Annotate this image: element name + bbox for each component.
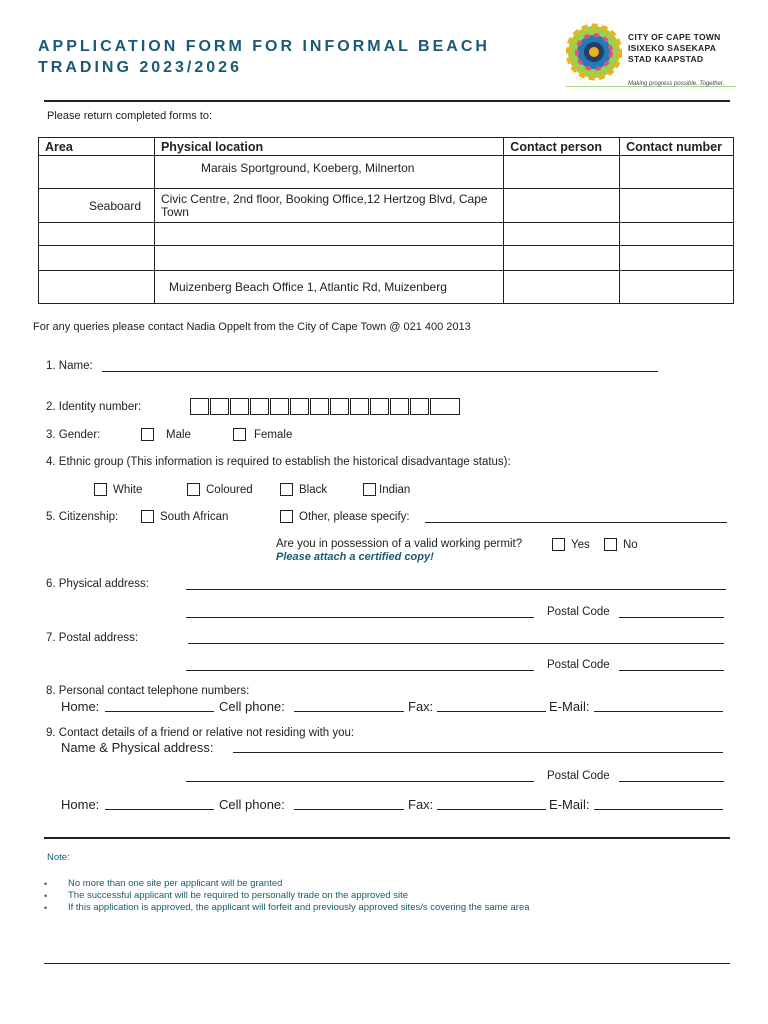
friend-home-phone-field[interactable] xyxy=(105,809,214,810)
friend-address-line-2[interactable] xyxy=(186,781,534,782)
physical-address-line-1[interactable] xyxy=(186,589,726,590)
list-item xyxy=(44,890,530,902)
postal-address-line-1[interactable] xyxy=(188,643,724,644)
notes-heading: Note: xyxy=(47,852,70,863)
ethnic-label: 4. Ethnic group (This information is required to establish the historical disadvantage status): xyxy=(46,456,511,468)
physical-address-line-2[interactable] xyxy=(186,617,534,618)
cell-location: Civic Centre, 2nd floor, Booking Office,12 Hertzog Blvd, Cape Town xyxy=(154,189,503,223)
cell-person xyxy=(504,223,620,246)
id-digit-box[interactable] xyxy=(350,398,369,415)
top-divider xyxy=(44,100,730,102)
home-phone-field[interactable] xyxy=(105,711,214,712)
bullet-icon: • xyxy=(44,891,48,901)
cell-location: Marais Sportground, Koeberg, Milnerton xyxy=(154,156,503,189)
cell-person xyxy=(504,246,620,271)
checkbox[interactable] xyxy=(141,510,154,523)
contact-numbers-label: 8. Personal contact telephone numbers: xyxy=(46,685,250,697)
header-location: Physical location xyxy=(154,138,503,156)
friend-postal-code-field[interactable] xyxy=(619,781,724,782)
city-logo xyxy=(566,22,736,94)
fax-label: Fax: xyxy=(408,699,434,714)
id-label: 2. Identity number: xyxy=(46,401,142,413)
fax-field[interactable] xyxy=(437,711,546,712)
table-header-row xyxy=(39,138,734,156)
citizenship-other-option[interactable] xyxy=(280,510,410,523)
email-field[interactable] xyxy=(594,711,723,712)
logo-text xyxy=(628,32,721,65)
id-digit-box[interactable] xyxy=(410,398,429,415)
checkbox[interactable] xyxy=(363,483,376,496)
postal-address-label: 7. Postal address: xyxy=(46,632,139,644)
name-label: 1. Name: xyxy=(46,360,93,372)
notes-list xyxy=(44,878,530,914)
header-contact-number: Contact number xyxy=(620,138,734,156)
ethnic-black-option[interactable] xyxy=(280,483,327,496)
physical-postal-code-field[interactable] xyxy=(619,617,724,618)
friend-email-field[interactable] xyxy=(594,809,723,810)
footer-divider xyxy=(44,963,730,964)
home-label: Home: xyxy=(61,699,100,714)
title-line-2: TRADING 2023/2026 xyxy=(38,59,242,76)
id-digit-box[interactable] xyxy=(210,398,229,415)
ethnic-white-option[interactable] xyxy=(94,483,142,496)
checkbox[interactable] xyxy=(187,483,200,496)
cell-person xyxy=(504,156,620,189)
ethnic-indian-option[interactable] xyxy=(363,483,410,496)
permit-question: Are you in possession of a valid working permit? xyxy=(276,538,523,550)
option-label: Black xyxy=(299,483,328,496)
cell-number xyxy=(620,189,734,223)
friend-cell-label: Cell phone: xyxy=(219,797,285,812)
id-digit-box[interactable] xyxy=(330,398,349,415)
checkbox[interactable] xyxy=(280,483,293,496)
checkbox[interactable] xyxy=(280,510,293,523)
header-area: Area xyxy=(39,138,155,156)
cell-number xyxy=(620,271,734,304)
logo-line-3: STAD KAAPSTAD xyxy=(628,54,704,64)
permit-no-option[interactable] xyxy=(604,538,638,551)
cell-area xyxy=(39,271,155,304)
note-text: No more than one site per applicant will be granted xyxy=(68,878,283,889)
notes-divider xyxy=(44,837,730,839)
table-row xyxy=(39,223,734,246)
title-line-1: APPLICATION FORM FOR INFORMAL BEACH xyxy=(38,38,490,55)
citizenship-sa-option[interactable] xyxy=(141,510,228,523)
postal-code-label: Postal Code xyxy=(547,770,610,782)
queries-text: For any queries please contact Nadia Oppelt from the City of Cape Town @ 021 400 2013 xyxy=(33,321,471,333)
friend-email-label: E-Mail: xyxy=(549,797,590,812)
logo-line-2: ISIXEKO SASEKAPA xyxy=(628,43,717,53)
cell-area xyxy=(39,156,155,189)
id-digit-box[interactable] xyxy=(290,398,309,415)
return-text: Please return completed forms to: xyxy=(47,110,213,122)
option-label: Coloured xyxy=(206,483,253,496)
location-table xyxy=(38,137,734,304)
cell-phone-field[interactable] xyxy=(294,711,404,712)
option-label: Other, please specify: xyxy=(299,510,410,523)
cell-location: Muizenberg Beach Office 1, Atlantic Rd, Muizenberg xyxy=(154,271,503,304)
logo-line-1: CITY OF CAPE TOWN xyxy=(628,32,721,42)
friend-address-line-1[interactable] xyxy=(233,752,723,753)
bullet-icon: • xyxy=(44,903,48,913)
id-digit-box[interactable] xyxy=(230,398,249,415)
cell-label: Cell phone: xyxy=(219,699,285,714)
name-field[interactable] xyxy=(102,371,658,372)
id-digit-box[interactable] xyxy=(250,398,269,415)
id-digit-box[interactable] xyxy=(430,398,460,415)
friend-fax-label: Fax: xyxy=(408,797,434,812)
citizenship-other-field[interactable] xyxy=(425,522,727,523)
permit-note: Please attach a certified copy! xyxy=(276,551,434,563)
list-item xyxy=(44,878,530,890)
city-emblem-icon xyxy=(566,22,622,82)
cell-number xyxy=(620,223,734,246)
checkbox[interactable] xyxy=(94,483,107,496)
option-label: Yes xyxy=(571,538,590,551)
checkbox[interactable] xyxy=(552,538,565,551)
list-item xyxy=(44,902,530,914)
option-label: No xyxy=(623,538,638,551)
cell-location xyxy=(154,223,503,246)
permit-yes-option[interactable] xyxy=(552,538,590,551)
postal-code-label: Postal Code xyxy=(547,659,610,671)
id-digit-box[interactable] xyxy=(370,398,389,415)
table-row xyxy=(39,189,734,223)
table-row xyxy=(39,156,734,189)
bullet-icon: • xyxy=(44,879,48,889)
email-label: E-Mail: xyxy=(549,699,590,714)
header-contact-person: Contact person xyxy=(504,138,620,156)
cell-number xyxy=(620,246,734,271)
ethnic-coloured-option[interactable] xyxy=(187,483,253,496)
postal-address-line-2[interactable] xyxy=(186,670,534,671)
option-label: White xyxy=(113,483,143,496)
checkbox[interactable] xyxy=(233,428,246,441)
form-title xyxy=(38,36,490,78)
note-text: The successful applicant will be required to personally trade on the approved site xyxy=(68,890,409,901)
friend-contact-label: 9. Contact details of a friend or relative not residing with you: xyxy=(46,727,355,739)
gender-label: 3. Gender: xyxy=(46,429,101,441)
cell-area xyxy=(39,223,155,246)
friend-name-label: Name & Physical address: xyxy=(61,740,214,755)
table-row xyxy=(39,246,734,271)
cell-number xyxy=(620,156,734,189)
id-digit-box[interactable] xyxy=(270,398,289,415)
id-digit-box[interactable] xyxy=(190,398,209,415)
gender-female-option[interactable] xyxy=(233,428,292,441)
cell-person xyxy=(504,189,620,223)
option-label: Indian xyxy=(379,483,411,496)
physical-address-label: 6. Physical address: xyxy=(46,578,149,590)
postal-code-label: Postal Code xyxy=(547,606,610,618)
postal-postal-code-field[interactable] xyxy=(619,670,724,671)
option-label: Female xyxy=(254,428,293,441)
cell-person xyxy=(504,271,620,304)
friend-fax-field[interactable] xyxy=(437,809,546,810)
cell-location xyxy=(154,246,503,271)
note-text: If this application is approved, the applicant will forfeit and previously approved sites/s covering the same area xyxy=(68,902,530,913)
option-label: Male xyxy=(166,428,191,441)
id-digit-box[interactable] xyxy=(390,398,409,415)
logo-tagline: Making progress possible. Together. xyxy=(628,81,725,87)
id-digit-box[interactable] xyxy=(310,398,329,415)
cell-area xyxy=(39,246,155,271)
checkbox[interactable] xyxy=(141,428,154,441)
friend-cell-phone-field[interactable] xyxy=(294,809,404,810)
citizenship-label: 5. Citizenship: xyxy=(46,511,119,523)
table-row xyxy=(39,271,734,304)
cell-area: Seaboard xyxy=(39,189,155,223)
friend-home-label: Home: xyxy=(61,797,100,812)
checkbox[interactable] xyxy=(604,538,617,551)
option-label: South African xyxy=(160,510,229,523)
gender-male-option[interactable] xyxy=(141,428,191,441)
